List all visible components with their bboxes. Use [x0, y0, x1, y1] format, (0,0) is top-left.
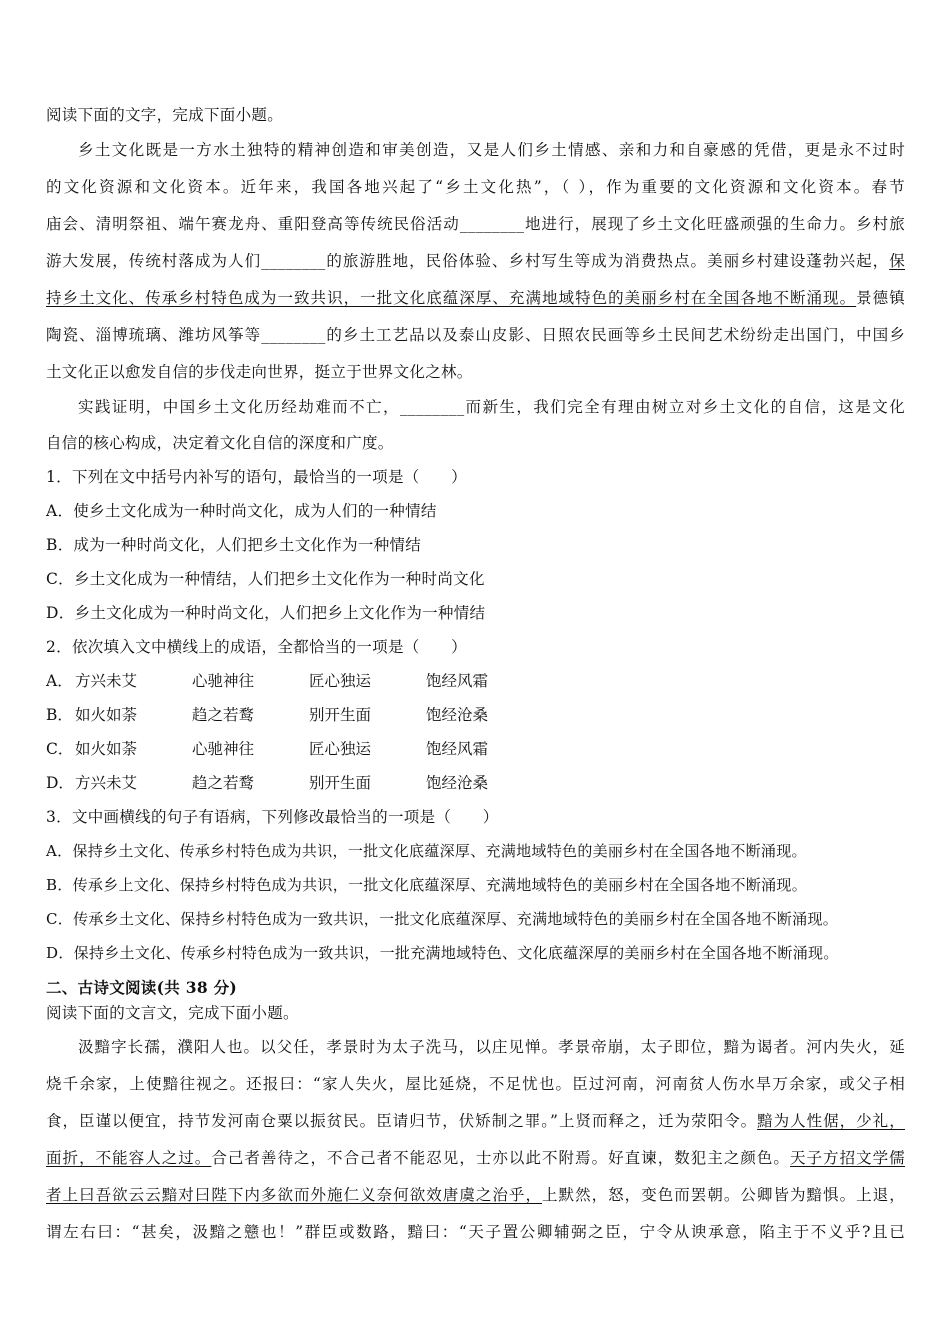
question-2-stem: 2．依次填入文中横线上的成语，全都恰当的一项是（ ）: [46, 638, 467, 656]
option-word-1: 方兴未艾: [75, 774, 138, 792]
underlined-sentence-start: 保: [889, 252, 905, 270]
underlined-sentence-2-start: 天子方招文学儒: [789, 1149, 905, 1167]
option-word-4: 饱经沧桑: [426, 774, 489, 792]
section-2-title: 二、古诗文阅读(共 38 分): [46, 978, 238, 997]
underlined-sentence: 持乡土文化、传承乡村特色成为一致共识，一批文化底蕴深厚、充满地域特色的美丽乡村在全国各地不断涌现。: [46, 289, 857, 307]
option-word-2: 趋之若鹜: [192, 774, 255, 792]
option-word-1: 如火如荼: [75, 740, 138, 758]
option-word-1: 如火如荼: [75, 706, 138, 724]
passage2-line-4-text: 合己者善待之，不合己者不能忍见，士亦以此不附焉。好直谏，数犯主之颜色。: [211, 1149, 790, 1167]
question-3-option-d: D．保持乡土文化、传承乡村特色成为一致共识，一批充满地域特色、文化底蕴深厚的美丽乡村在全国各地不断涌现。: [46, 944, 839, 962]
passage1-line-5: [46, 286, 905, 308]
passage2-line-3: [46, 1109, 905, 1131]
passage1-line-2: 的文化资源和文化资本。近年来，我国各地兴起了“乡土文化热”，（ ），作为重要的文化资源和文化资本。春节: [46, 178, 905, 196]
question-3-stem: 3．文中画横线的句子有语病，下列修改最恰当的一项是（ ）: [46, 808, 499, 826]
underlined-sentence-1-start: 黯为人性倨，少礼，: [757, 1112, 905, 1130]
option-word-2: 心驰神往: [192, 740, 255, 758]
option-word-4: 饱经风霜: [426, 672, 489, 690]
question-1-option-c: C．乡土文化成为一种情结，人们把乡土文化作为一种时尚文化: [46, 570, 485, 588]
option-word-4: 饱经沧桑: [426, 706, 489, 724]
underlined-sentence-2-end: 者上曰吾欲云云黯对曰陛下内多欲而外施仁义奈何欲效唐虞之治乎，: [46, 1186, 542, 1204]
option-letter: D．: [46, 774, 74, 792]
option-word-4: 饱经风霜: [426, 740, 489, 758]
passage2-line-1: 汲黯字长孺，濮阳人也。以父任，孝景时为太子洗马，以庄见惮。孝景帝崩，太子即位，黯为谒者。河内失火，延: [78, 1038, 905, 1056]
option-word-2: 趋之若鹜: [192, 706, 255, 724]
option-word-3: 匠心独运: [309, 672, 372, 690]
section-2-instruction: 阅读下面的文言文，完成下面小题。: [46, 1004, 299, 1022]
question-1-option-b: B．成为一种时尚文化，人们把乡土文化作为一种情结: [46, 536, 422, 554]
passage2-line-3-text: 食，臣谨以便宜，持节发河南仓粟以振贫民。臣请归节，伏矫制之罪。”上贤而释之，迁为荥阳令。: [46, 1112, 758, 1130]
passage1-line-6: 陶瓷、淄博琉璃、潍坊风筝等________的乡土工艺品以及泰山皮影、日照农民画等乡土民间艺术纷纷走出国门，中国乡: [46, 326, 905, 344]
intro-instruction: 阅读下面的文字，完成下面小题。: [46, 106, 284, 124]
passage1-line-3: 庙会、清明祭祖、端午赛龙舟、重阳登高等传统民俗活动________地进行，展现了乡土文化旺盛顽强的生命力。乡村旅: [46, 215, 905, 233]
question-3-option-c: C．传承乡土文化、保持乡村特色成为一致共识，一批文化底蕴深厚、充满地域特色的美丽乡村在全国各地不断涌现。: [46, 910, 839, 928]
passage2-line-6: 谓左右曰：“甚矣，汲黯之戆也！”群臣或数路，黯曰：“天子置公卿辅弼之臣，宁令从谀承意，陷主于不义乎?且已: [46, 1223, 905, 1241]
passage1-line-9: 自信的核心构成，决定着文化自信的深度和广度。: [46, 434, 394, 452]
passage1-line-5-text: 景德镇: [856, 289, 906, 307]
option-letter: A．: [46, 672, 73, 690]
passage2-line-2: 烧千余家，上使黯往视之。还报曰：“家人失火，屋比延烧，不足忧也。臣过河南，河南贫人伤水旱万余家，或父子相: [46, 1075, 905, 1093]
question-1-option-a: A．使乡土文化成为一种时尚文化，成为人们的一种情结: [46, 502, 437, 520]
question-3-option-b: B．传承乡上文化、保持乡村特色成为共识，一批文化底蕴深厚、充满地域特色的美丽乡村在全国各地不断涌现。: [46, 876, 808, 894]
passage2-line-4: [46, 1146, 905, 1168]
option-letter: C．: [46, 740, 74, 758]
option-word-3: 匠心独运: [309, 740, 372, 758]
passage1-line-8: 实践证明，中国乡土文化历经劫难而不亡，________而新生，我们完全有理由树立对乡土文化的自信，这是文化: [78, 398, 905, 416]
passage1-line-4-text: 游大发展，传统村落成为人们________的旅游胜地，民俗体验、乡村写生等成为消费热点。美丽乡村建设蓬勃兴起，: [46, 252, 890, 270]
option-word-3: 别开生面: [309, 706, 372, 724]
option-letter: B．: [46, 706, 73, 724]
question-3-option-a: A．保持乡土文化、传承乡村特色成为共识，一批文化底蕴深厚、充满地域特色的美丽乡村在全国各地不断涌现。: [46, 842, 807, 860]
option-word-3: 别开生面: [309, 774, 372, 792]
option-word-2: 心驰神往: [192, 672, 255, 690]
passage2-line-5-text: 上默然，怒，变色而罢朝。公卿皆为黯惧。上退，: [542, 1186, 905, 1204]
underlined-sentence-1-end: 面折，不能容人之过。: [46, 1149, 212, 1167]
passage1-line-4: [46, 249, 905, 271]
question-1-stem: 1．下列在文中括号内补写的语句，最恰当的一项是（ ）: [46, 468, 467, 486]
passage1-line-1: 乡土文化既是一方水土独特的精神创造和审美创造，又是人们乡土情感、亲和力和自豪感的凭借，更是永不过时: [78, 141, 905, 159]
question-1-option-d: D．乡土文化成为一种时尚文化，人们把乡上文化作为一种情结: [46, 604, 486, 622]
option-word-1: 方兴未艾: [75, 672, 138, 690]
passage1-line-7: 土文化正以愈发自信的步伐走向世界，挺立于世界文化之林。: [46, 363, 473, 381]
passage2-line-5: [46, 1183, 905, 1205]
